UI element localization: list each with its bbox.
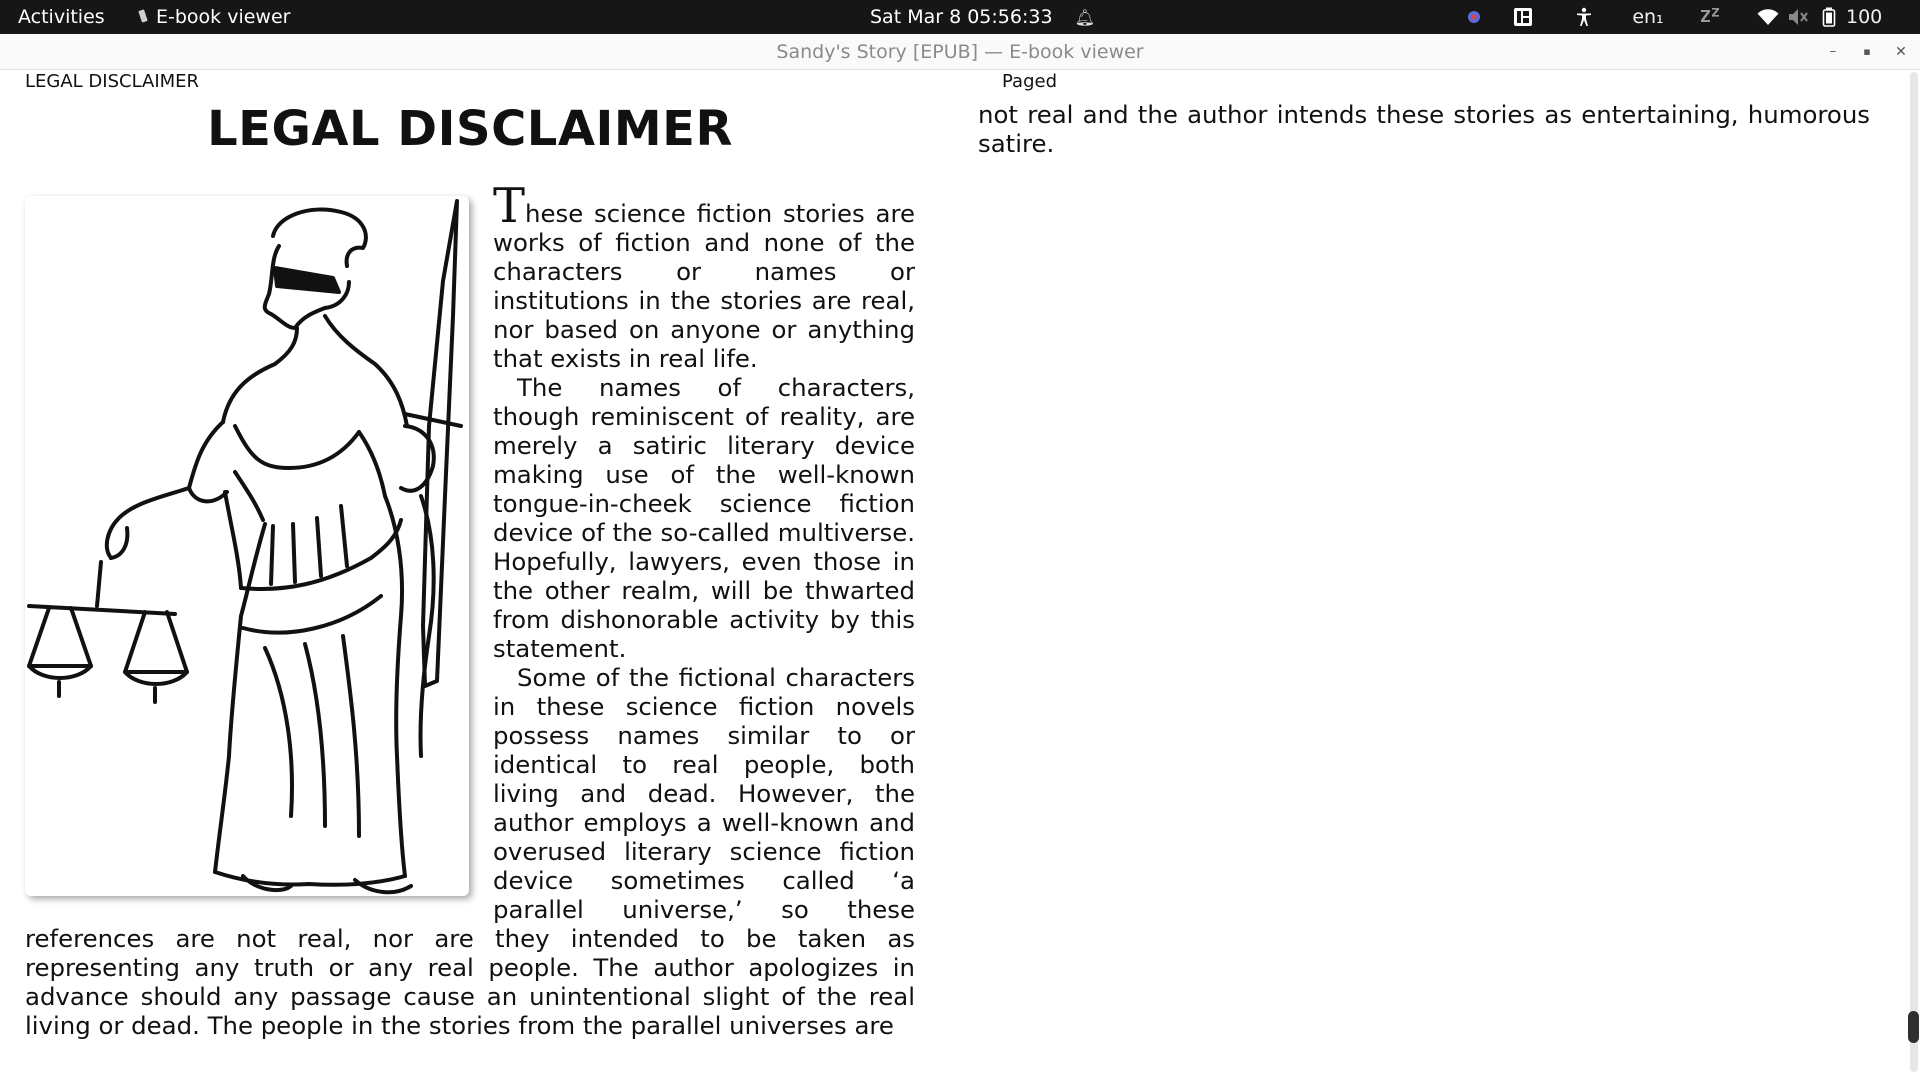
close-button[interactable]: ✕ bbox=[1895, 44, 1907, 60]
alarm-bell-icon: 🔔︎ bbox=[1074, 8, 1095, 27]
scrollbar-track[interactable] bbox=[1910, 72, 1918, 1072]
running-header-left: LEGAL DISCLAIMER bbox=[25, 71, 200, 92]
window-title: Sandy's Story [EPUB] — E-book viewer bbox=[776, 41, 1144, 63]
running-header-right: Paged bbox=[1002, 71, 1058, 92]
clock-text: Sat Mar 8 05:56:33 bbox=[870, 6, 1053, 28]
ebook-app-icon bbox=[138, 10, 148, 24]
drop-cap: T bbox=[493, 178, 526, 234]
keyboard-layout-indicator[interactable]: en₁ bbox=[1632, 6, 1664, 28]
paragraph-3: Some of the fictional characters in these science fiction novels possess names similar to or identical to real people, both living and dead. However, the author employs a well-known and overused literary science fiction device sometimes called ‘a parallel universe,’ so these references are not real, nor are they intended to be taken as representing any truth or any real people. The author apologizes in advance should any passage cause an unintentional slight of the real living or dead. The people in the stories from the parallel universes are bbox=[25, 663, 915, 1040]
wifi-icon[interactable] bbox=[1756, 0, 1780, 34]
window-title-bar[interactable] bbox=[0, 34, 1920, 70]
accessibility-icon[interactable] bbox=[1572, 0, 1596, 34]
window-layout-icon[interactable] bbox=[1510, 0, 1536, 34]
system-top-bar bbox=[0, 0, 1920, 34]
activities-button[interactable]: Activities bbox=[18, 6, 105, 28]
battery-percent[interactable]: 100 bbox=[1846, 6, 1883, 28]
status-indicator-icon[interactable] bbox=[1462, 0, 1486, 34]
volume-muted-icon[interactable] bbox=[1786, 0, 1810, 34]
battery-icon[interactable] bbox=[1820, 0, 1838, 34]
clock-button[interactable] bbox=[870, 0, 1095, 34]
app-menu-label: E-book viewer bbox=[156, 6, 291, 28]
maximize-button[interactable]: ▪ bbox=[1863, 45, 1871, 58]
app-menu-button[interactable] bbox=[138, 0, 290, 34]
vertical-scrollbar[interactable] bbox=[1906, 70, 1920, 1080]
lady-justice-illustration bbox=[25, 196, 469, 896]
chapter-title: LEGAL DISCLAIMER bbox=[207, 101, 733, 157]
scrollbar-thumb[interactable] bbox=[1908, 1011, 1919, 1043]
left-page-column bbox=[25, 94, 915, 1080]
paragraph-2: The names of characters, though reminiscent of reality, are merely a satiric literary device making use of the well-known tongue-in-cheek science fiction device of the so-called multiverse. Hopefully, lawyers, even those in the other realm, will be thwarted from dishonorable activity by this statement. bbox=[493, 373, 915, 663]
book-reading-area[interactable] bbox=[0, 70, 1920, 1080]
paragraph-1-text: hese science fiction stories are works of fiction and none of the characters or names or institutions in the stories are real, nor based on anyone or anything that exists in real life. bbox=[493, 199, 915, 373]
right-page-column bbox=[978, 94, 1870, 158]
sleep-icon[interactable] bbox=[1698, 0, 1722, 34]
right-column-paragraph: not real and the author intends these stories as entertaining, humorous satire. bbox=[978, 100, 1870, 158]
minimize-button[interactable]: – bbox=[1829, 44, 1837, 59]
